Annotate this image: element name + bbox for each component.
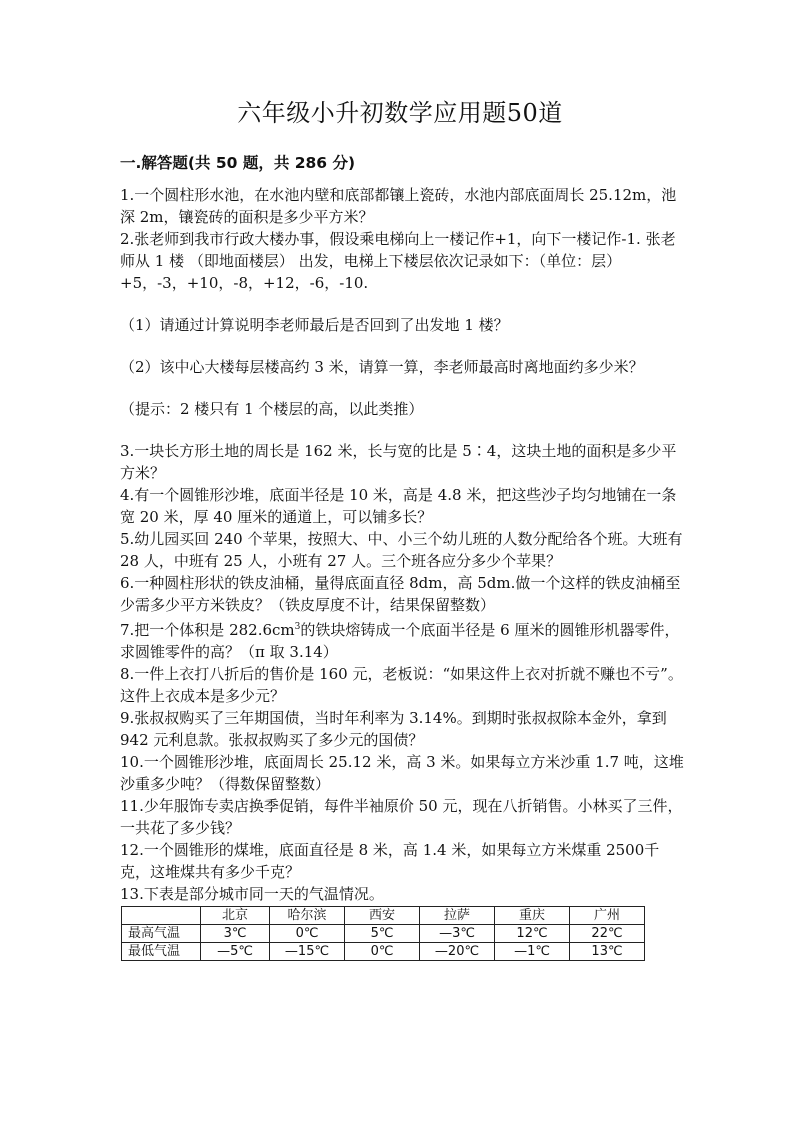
question-10: 10.一个圆锥形沙堆，底面周长 25.12 米，高 3 米。如果每立方米沙重 1.7 吨，这堆沙重多少吨？（得数保留整数） [120,753,684,793]
question-3: 3.一块长方形土地的周长是 162 米，长与宽的比是 5∶4，这块土地的面积是多少平方米？ [120,442,677,482]
question-9: 9.张叔叔购买了三年期国债，当时年利率为 3.14%。到期时张叔叔除本金外，拿到 942 元利息款。张叔叔购买了多少元的国债？ [120,709,667,749]
table-cell: 13℃ [570,943,645,961]
question-8: 8.一件上衣打八折后的售价是 160 元，老板说：“如果这件上衣对折就不赚也不亏”。这件上衣成本是多少元？ [120,665,683,705]
table-header-cell: 西安 [345,907,420,925]
table-header-cell [122,907,201,925]
question-6: 6.一种圆柱形状的铁皮油桶，量得底面直径 8dm，高 5dm.做一个这样的铁皮油桶至少需多少平方米铁皮？（铁皮厚度不计，结果保留整数） [120,574,681,614]
table-header-cell: 哈尔滨 [270,907,345,925]
table-cell: —3℃ [420,925,495,943]
question-5: 5.幼儿园买回 240 个苹果，按照大、中、小三个幼儿班的人数分配给各个班。大班有 28 人，中班有 25 人，小班有 27 人。三个班各应分多少个苹果？ [120,530,683,570]
table-header-cell: 北京 [201,907,270,925]
table-header-cell: 拉萨 [420,907,495,925]
table-cell: —1℃ [495,943,570,961]
table-header-cell: 广州 [570,907,645,925]
table-cell: 22℃ [570,925,645,943]
table-cell: 0℃ [345,943,420,961]
question-2-part-1: （1）请通过计算说明李老师最后是否回到了出发地 1 楼？ [120,316,509,334]
table-cell: —5℃ [201,943,270,961]
question-7-text-a: 7.把一个体积是 282.6cm [120,621,295,639]
question-12: 12.一个圆锥形的煤堆，底面直径是 8 米，高 1.4 米，如果每立方米煤重 2500千克，这堆煤共有多少千克？ [120,841,660,881]
temperature-table [121,906,645,961]
question-2: 2.张老师到我市行政大楼办事，假设乘电梯向上一楼记作+1，向下一楼记作-1. 张老师从 1 楼 （即地面楼层） 出发，电梯上下楼层依次记录如下：（单位：层）+5，-3，+10，-8，+12，-6，-10. [120,230,676,292]
table-row [122,925,645,943]
table-row-label: 最低气温 [122,943,201,961]
table-header-cell: 重庆 [495,907,570,925]
table-row-label: 最高气温 [122,925,201,943]
question-4: 4.有一个圆锥形沙堆，底面半径是 10 米，高是 4.8 米，把这些沙子均匀地铺在一条宽 20 米，厚 40 厘米的通道上，可以铺多长？ [120,486,677,526]
question-11: 11.少年服饰专卖店换季促销，每件半袖原价 50 元，现在八折销售。小林买了三件，一共花了多少钱？ [120,797,683,837]
table-cell: —20℃ [420,943,495,961]
table-cell: 0℃ [270,925,345,943]
question-13: 13.下表是部分城市同一天的气温情况。 [120,885,384,903]
question-7-text-b: 的铁块熔铸成一个底面半径是 6 厘米的圆锥形机器零件，求圆锥零件的高？（π 取 3.14） [120,621,680,661]
question-7 [120,616,685,663]
question-1: 1.一个圆柱形水池，在水池内壁和底部都镶上瓷砖，水池内部底面周长 25.12m，池深 2m，镶瓷砖的面积是多少平方米？ [120,186,677,226]
question-2-hint: （提示：2 楼只有 1 个楼层的高，以此类推） [120,400,424,418]
question-list [120,184,685,905]
table-cell: —15℃ [270,943,345,961]
table-row [122,943,645,961]
section-heading: 一.解答题(共 50 题，共 286 分) [120,154,356,172]
table-header-row [122,907,645,925]
question-2-part-2: （2）该中心大楼每层楼高约 3 米，请算一算，李老师最高时离地面约多少米？ [120,358,644,376]
page-title: 六年级小升初数学应用题50道 [237,99,563,127]
table-cell: 5℃ [345,925,420,943]
table-cell: 12℃ [495,925,570,943]
question-7-superscript: 3 [294,622,301,632]
table-cell: 3℃ [201,925,270,943]
